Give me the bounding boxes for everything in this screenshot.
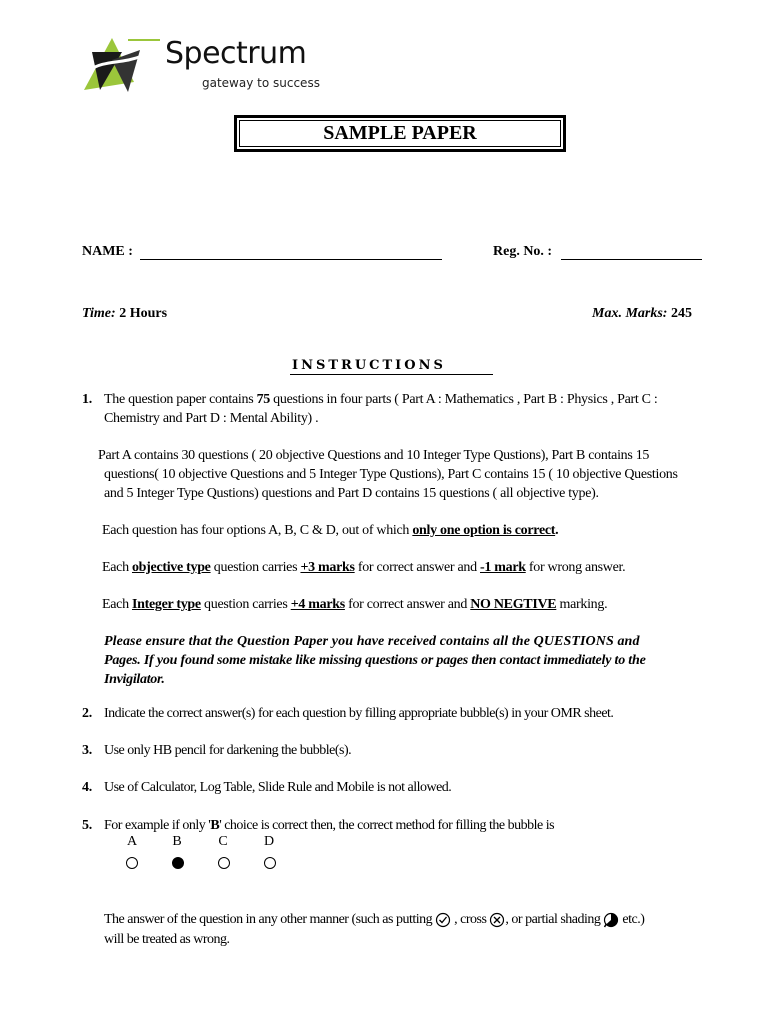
time-value: 2 Hours — [119, 306, 168, 321]
marks-label: Max. Marks: — [592, 306, 668, 321]
cross-bubble-icon — [489, 912, 505, 928]
name-field[interactable] — [140, 259, 442, 260]
bubble-b-filled — [172, 857, 184, 869]
reg-no-label: Reg. No. : — [493, 244, 553, 259]
name-label: NAME : — [82, 244, 133, 259]
item-3-number: 3. — [82, 743, 92, 758]
option-label-b: B — [172, 834, 182, 849]
objective-marking-rule: Each objective type question carries +3 marks for correct answer and -1 mark for wrong answer. — [102, 560, 626, 575]
option-label-c: C — [218, 834, 228, 849]
warning-line-3: Invigilator. — [104, 672, 165, 687]
page-title: SAMPLE PAPER — [323, 122, 477, 144]
brand-name: Spectrum — [165, 36, 307, 71]
parts-line-2: questions( 10 objective Questions and 5 Integer Type Qustions), Part C contains 15 ( 10 objective Questions — [104, 467, 678, 482]
tick-bubble-icon — [435, 912, 451, 928]
partial-shade-bubble-icon — [603, 912, 619, 928]
wrong-methods-line-1: The answer of the question in any other manner (such as putting , cross , or partial shading etc.) — [104, 912, 645, 927]
time-label: Time: — [82, 306, 116, 321]
marks-value: 245 — [670, 306, 692, 321]
marks-info — [592, 306, 692, 322]
item-5-text: For example if only 'B' choice is correct then, the correct method for filling the bubble is — [104, 818, 555, 833]
bubble-d — [264, 857, 276, 869]
warning-line-2: Pages. If you found some mistake like missing questions or pages then contact immediately to the — [104, 653, 646, 668]
item-4-text: Use of Calculator, Log Table, Slide Rule and Mobile is not allowed. — [104, 780, 452, 795]
bubble-c — [218, 857, 230, 869]
item-2-text: Indicate the correct answer(s) for each question by filling appropriate bubble(s) in your OMR sheet. — [104, 706, 614, 721]
option-label-d: D — [263, 834, 275, 849]
warning-line-1: Please ensure that the Question Paper you have received contains all the QUESTIONS and — [104, 634, 640, 649]
reg-no-field[interactable] — [561, 259, 702, 260]
item-1-line-2: Chemistry and Part D : Mental Ability) . — [104, 411, 319, 426]
item-2-number: 2. — [82, 706, 92, 721]
time-info — [82, 306, 167, 322]
integer-marking-rule: Each Integer type question carries +4 marks for correct answer and NO NEGTIVE marking. — [102, 597, 608, 612]
instructions-heading: INSTRUCTIONS — [292, 358, 446, 373]
brand-tagline: gateway to success — [202, 76, 320, 90]
parts-line-1: Part A contains 30 questions ( 20 objective Questions and 10 Integer Type Qustions), Part B contains 15 — [98, 448, 650, 463]
instructions-underline — [290, 374, 493, 375]
options-rule: Each question has four options A, B, C & D, out of which only one option is correct. — [102, 523, 559, 538]
wrong-methods-line-2: will be treated as wrong. — [104, 932, 230, 947]
item-4-number: 4. — [82, 780, 92, 795]
bubble-a — [126, 857, 138, 869]
parts-line-3: and 5 Integer Type Qustions) questions and Part D contains 15 questions ( all objective type). — [104, 486, 599, 501]
option-label-a: A — [126, 834, 138, 849]
item-1-number: 1. — [82, 392, 92, 407]
item-5-number: 5. — [82, 818, 92, 833]
item-1-line-1: The question paper contains 75 questions in four parts ( Part A : Mathematics , Part B : Physics , Part C : — [104, 392, 658, 407]
item-3-text: Use only HB pencil for darkening the bubble(s). — [104, 743, 352, 758]
